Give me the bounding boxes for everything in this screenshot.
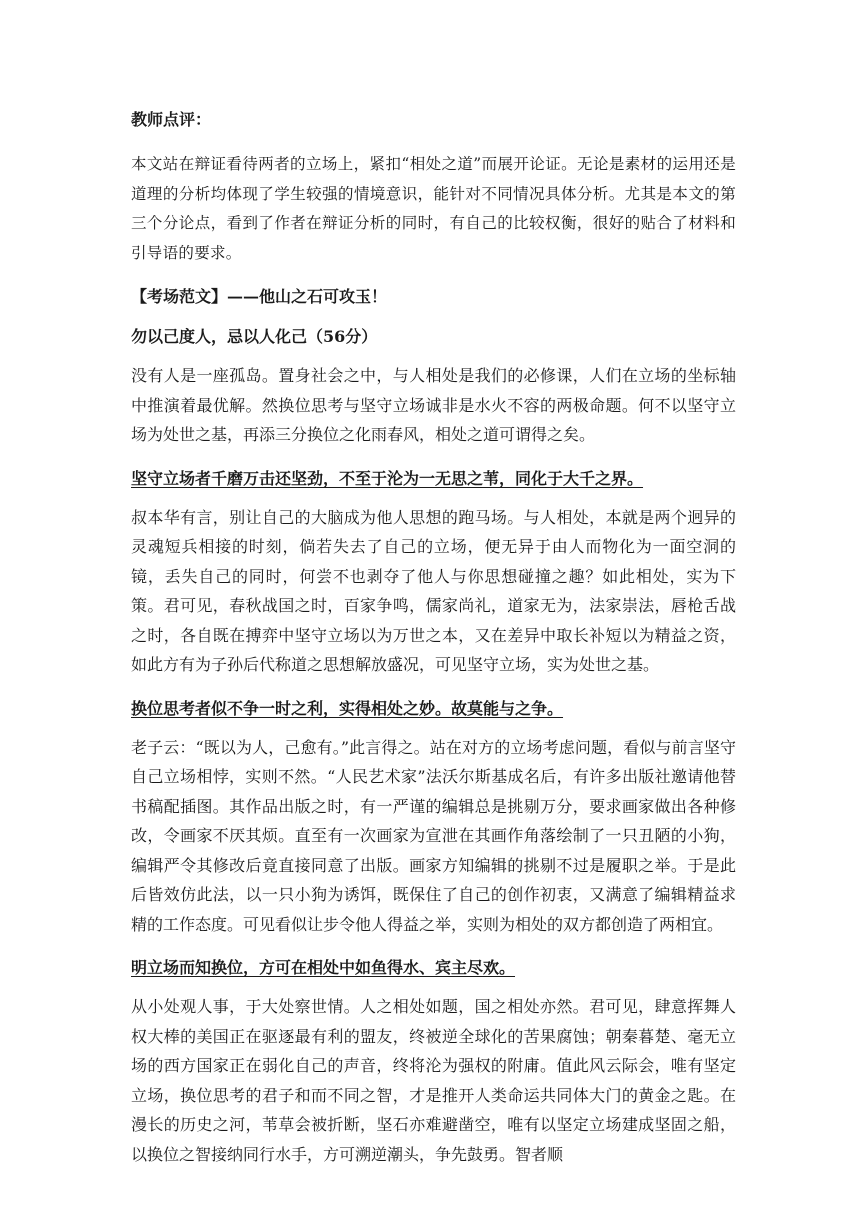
essay-body-paragraph-3: 从小处观人事，于大处察世情。人之相处如题，国之相处亦然。君可见，肆意挥舞人权大棒的美国正在驱逐最有利的盟友，终被逆全球化的苦果腐蚀；朝秦暮楚、毫无立场的西方国家正在弱化自己的声音，终将沦为强权的附庸。值此风云际会，唯有坚定立场，换位思考的君子和而不同之智，才是推开人类命运共同体大门的黄金之匙。在漫长的历史之河，苇草会被折断，坚石亦难避凿空，唯有以坚定立场建成坚固之船，以换位之智接纳同行水手，方可溯逆潮头，争先鼓勇。智者顺 [131,997,736,1164]
thesis-text-1: 坚守立场者千磨万击还坚劲，不至于沦为一无思之苇，同化于大千之界。 [131,468,644,488]
essay-title: 勿以己度人，忌以人化己（56分） [131,327,378,346]
thesis-heading-3 [131,952,736,984]
document-page [131,100,736,1182]
thesis-text-3: 明立场而知换位，方可在相处中如鱼得水、宾主尽欢。 [131,958,516,977]
model-essay-section-heading: 【考场范文】——他山之石可攻玉！ [131,287,388,306]
thesis-heading-2 [131,693,736,725]
thesis-heading-1 [131,463,736,495]
teacher-review-heading: 教师点评： [131,110,212,129]
essay-intro-paragraph: 没有人是一座孤岛。置身社会之中，与人相处是我们的必修课，人们在立场的坐标轴中推演着最优解。然换位思考与坚守立场诚非是水火不容的两极命题。何不以坚守立场为处世之基，再添三分换位之化雨春风，相处之道可谓得之矣。 [131,366,736,444]
essay-body-paragraph-1: 叔本华有言，别让自己的大脑成为他人思想的跑马场。与人相处，本就是两个迥异的灵魂短兵相接的时刻，倘若失去了自己的立场，便无异于由人而物化为一面空洞的镜，丢失自己的同时，何尝不也剥夺了他人与你思想碰撞之趣？如此相处，实为下策。君可见，春秋战国之时，百家争鸣，儒家尚礼，道家无为，法家崇法，唇枪舌战之时，各自既在搏弈中坚守立场以为万世之本，又在差异中取长补短以为精益之资，如此方有为子孙后代称道之思想解放盛况，可见坚守立场，实为处世之基。 [131,507,736,674]
thesis-text-2: 换位思考者似不争一时之利，实得相处之妙。故莫能与之争。 [131,698,564,718]
teacher-review-comment: 本文站在辩证看待两者的立场上，紧扣“相处之道”而展开论证。无论是素材的运用还是道理的分析均体现了学生较强的情境意识，能针对不同情况具体分析。尤其是本文的第三个分论点，看到了作者在辩证分析的同时，有自己的比较权衡，很好的贴合了材料和引导语的要求。 [131,155,736,262]
essay-body-paragraph-2: 老子云：“既以为人，己愈有。”此言得之。站在对方的立场考虑问题，看似与前言坚守自己立场相悖，实则不然。“人民艺术家”法沃尔斯基成名后，有许多出版社邀请他替书稿配插图。其作品出版之时，有一严谨的编辑总是挑剔万分，要求画家做出各种修改，令画家不厌其烦。直至有一次画家为宣泄在其画作角落绘制了一只丑陋的小狗，编辑严令其修改后竟直接同意了出版。画家方知编辑的挑剔不过是履职之举。于是此后皆效仿此法，以一只小狗为诱饵，既保住了自己的创作初衷，又满意了编辑精益求精的工作态度。可见看似让步令他人得益之举，实则为相处的双方都创造了两相宜。 [131,737,736,934]
